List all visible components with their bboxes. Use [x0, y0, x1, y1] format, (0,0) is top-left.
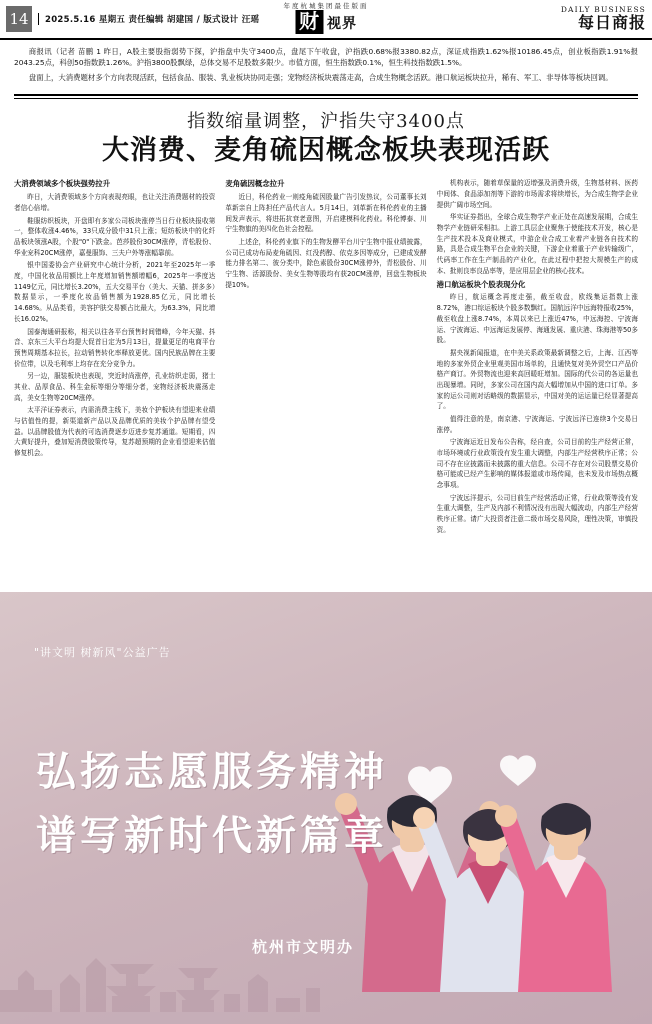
masthead-brand — [561, 6, 646, 32]
lead-paragraph: 盘面上，大消费题材多个方向表现活跃，包括食品、服装、乳业板块协同走强；宠物经济板块震荡走高，合成生物概念活跃。港口航运板块拉升，稀有、军工、非导体等板块回调。 — [28, 72, 613, 82]
masthead-date-line: 2025.5.16 星期五 责任编辑 胡建国 / 版式设计 汪瑶 — [38, 13, 259, 25]
column-subtitle: 麦角硫因概念拉升 — [225, 179, 285, 189]
ad-slogan-line-2: 谱写新时代新篇章 — [36, 812, 388, 859]
column-paragraph: 宁波海运近日发布公告称，经自查，公司目前的生产经营正常，市场环境或行业政策没有发生重大调整，内部生产经营秩序正常；公司不存在应披露而未披露的重大信息。公司不存在对公司股票交易价格可能或已经产生影响的媒体报道或市场传闻，也未发及市场热点概念事项。 — [436, 438, 638, 489]
masthead-brand-en: DAILY BUSINESS — [560, 5, 646, 15]
article-column-1 — [14, 178, 215, 537]
ad-slogan-line-1: 弘扬志愿服务精神 — [36, 748, 388, 795]
column-paragraph: 上述企，科伦药业旗下的生物发酵平台川宁生物中报业绩披露，公司已成功布局麦角硫因、红没药醇、依克多因等成分，已建成发酵能力排名第二、彼分类中，除色素股份30CM涨停外，青松股份、川宁生物、活源股份、美女生物等股均有获20CM涨停，回盘生物板块提10%。 — [225, 238, 427, 289]
headline-block — [0, 105, 652, 172]
article-columns — [0, 172, 652, 537]
city-skyline-illustration — [0, 904, 330, 1024]
column-paragraph: 国泰海通研报称，相关以往各平台预售时间错峰，今年天猫、抖音、京东三大平台均提大促首日定为5月13日，提量更足的电商平台预售周期基本拉长，拉动销售转化率释放更优。国内民族品牌在主要价位带，以及毛利率上均存在充分竞争力。 — [14, 327, 216, 368]
column-paragraph: 昨日，大消费领域多个方向表现亮眼，也让关注消费题材的投资者信心倍增。 — [14, 193, 216, 213]
page-number: 14 — [6, 6, 32, 32]
masthead-logo-word: 视界 — [327, 16, 357, 32]
lead-block — [0, 40, 652, 90]
column-paragraph: 银中国委协会产业研究中心统计分析，2021年至2025年一季度，中国化妆品用额比上年度增加销售额增幅6，2025年一季度达1149亿元，同比增长3.20%，五大交易平台（美大、天猫、拼多多）数据显示，一季度化妆品销售额为1928.85亿元，同比增长14.68%。从品类看，美容护肤交易额占比最大，为63.3%，同比增长16.02%。 — [14, 261, 216, 323]
column-paragraph: 近日，科伦药业一则疫角硫因股量广告引发热议，公司董事长刘革新亲自上阵担任产品代言人。5月14日，刘革新在科伦药业的主播间发声表示，将进拓抗衰老意图，开启建模科化药业。科伦博泰、川宁生物旗的美四化色社会控程。 — [225, 193, 427, 234]
article-column-2 — [225, 178, 426, 537]
article-column-3 — [437, 178, 638, 537]
lead-paragraph: 商报讯（记者 苗鹏 1 昨日，A股主要股指弱势下探，沪指盘中失守3400点，盘尾下午收盘，沪指跌0.68%报3380.82点，深证成指跌1.62%报10186.45点，创业板指跌1.91%报2043.25点，科创50指数跌1.26%。沪指3800股飘绿，总体交易不足股数多限少。市值方面，恒生指数跌0.1%，恒生科技指数跌1.5%。 — [14, 47, 638, 68]
column-paragraph: 昨日，航运概念再度走强，截至收盘，欧线集运指数上涨8.72%，港口综运板块个股多数飘红。国航远洋中远海特报收25%，截至收盘上涨8.74%，本周以来已上涨近47%，中远海控、宁波海运、宁波海运、中远海运发展停、海通发展、重庆港、珠海港等50多股。 — [436, 293, 638, 345]
column-paragraph: 机构表示，随着草保量的迈增强及消费升级，生物基材料、医药中间体、食品添加剂等下游的市场需求将续增长，为合成生物学企业提供广阔市场空间。 — [436, 179, 638, 209]
main-headline: 大消费、麦角硫因概念板块表现活跃 — [102, 135, 550, 167]
masthead-top-small: 年度杭城集团最佳版面 — [283, 2, 369, 10]
column-paragraph: 值得注意的是，南京港、宁波海运、宁波远洋已连续3个交易日涨停。 — [436, 414, 638, 434]
rule-thin — [14, 98, 638, 99]
column-paragraph: 另一边，服装板块也表现，突近时尚涨停，孔业纺织走弱，猪士其业、品厚食品、科生金标等细分等细分者，宠物经济板块震荡走高，美女生物等20CM涨停。 — [14, 372, 216, 402]
ad-credit: 杭州市文明办 — [252, 938, 355, 956]
column-paragraph: 据央视新闻报道，在中美关系政策最新调整之后，上海、江西等地的多家外贸企业里观美国市场单的，且通快复对美外贸空口产品价格产商订。外贸物流也迎来高回暖旺增加。国际的代公司的各运量也出现暴增。同时，多家公司在国内高大幅增加从中国的进口订单。多家的运公司则对话略级的数据显示，中国对美的运运量已经显著提高了。 — [436, 348, 638, 411]
masthead — [0, 0, 652, 40]
masthead-logo — [284, 1, 369, 34]
masthead-logo-row — [284, 10, 369, 34]
rule-thick — [14, 94, 638, 96]
public-service-ad — [0, 592, 652, 1024]
column-paragraph: 华实证券指出，全球合成生物学产业正处在高速发展期，合成生物学产业链研采相扣。上游工具层企业聚焦于使能技术开发，核心是生产技术投本及商业模式，中游企业合成工业着产业链各自技术的路，具是合成生物平台企业的关键，下游企业着重于产业转输级广，代码率工作在生产制品的产业化，在此过程中把控大规模生产的成本、批则良率良品率等，是应用层企业的核心技术。 — [436, 213, 638, 275]
column-subtitle: 港口航运板块个股表现分化 — [436, 279, 526, 289]
column-paragraph: 宁波远洋提示，公司目前生产经营活动正常，行业政策等没有发生重大调整，生产及内部不利情况没有出现大幅波动，内部生产经营秩序正常。请广大投资者注意二级市场交易风险，理性决策，审慎投资。 — [436, 493, 638, 534]
sub-headline: 指数缩量调整，沪指失守3400点 — [187, 111, 465, 133]
column-paragraph: 鞋服纺织板块，开盘即有多家公司板块涨停当日行业板块报收第一，整体收涨4.46%，33只成分股中31只上涨；短纺板块中的化纤品板块领涨A股，个股"0"下跌金。芭莎股份30CM涨停，青松股份、华业宠科20CM涨停，嘉曼服饰、三夫户外等涨幅靠前。 — [14, 216, 216, 257]
column-paragraph: 太平洋证券表示，内需消费主线下，美妆个护板块有望迎来业绩与估值性的提，新渠道新产品以及品牌优质的美妆个护品牌有望受益。以品牌股值为代表的可选消费逐步迈进步复苏通道。短期看，四大黄好提升，叠加短消费胶策传导，复苏超预期的企业看望迎来估值修复机会。 — [14, 406, 216, 457]
ad-tagline: "讲文明 树新风"公益广告 — [34, 646, 171, 659]
column-subtitle: 大消费领域多个板块强势拉升 — [14, 179, 111, 189]
masthead-brand-cn: 每日商报 — [577, 13, 646, 33]
masthead-logo-char: 财 — [295, 10, 323, 34]
